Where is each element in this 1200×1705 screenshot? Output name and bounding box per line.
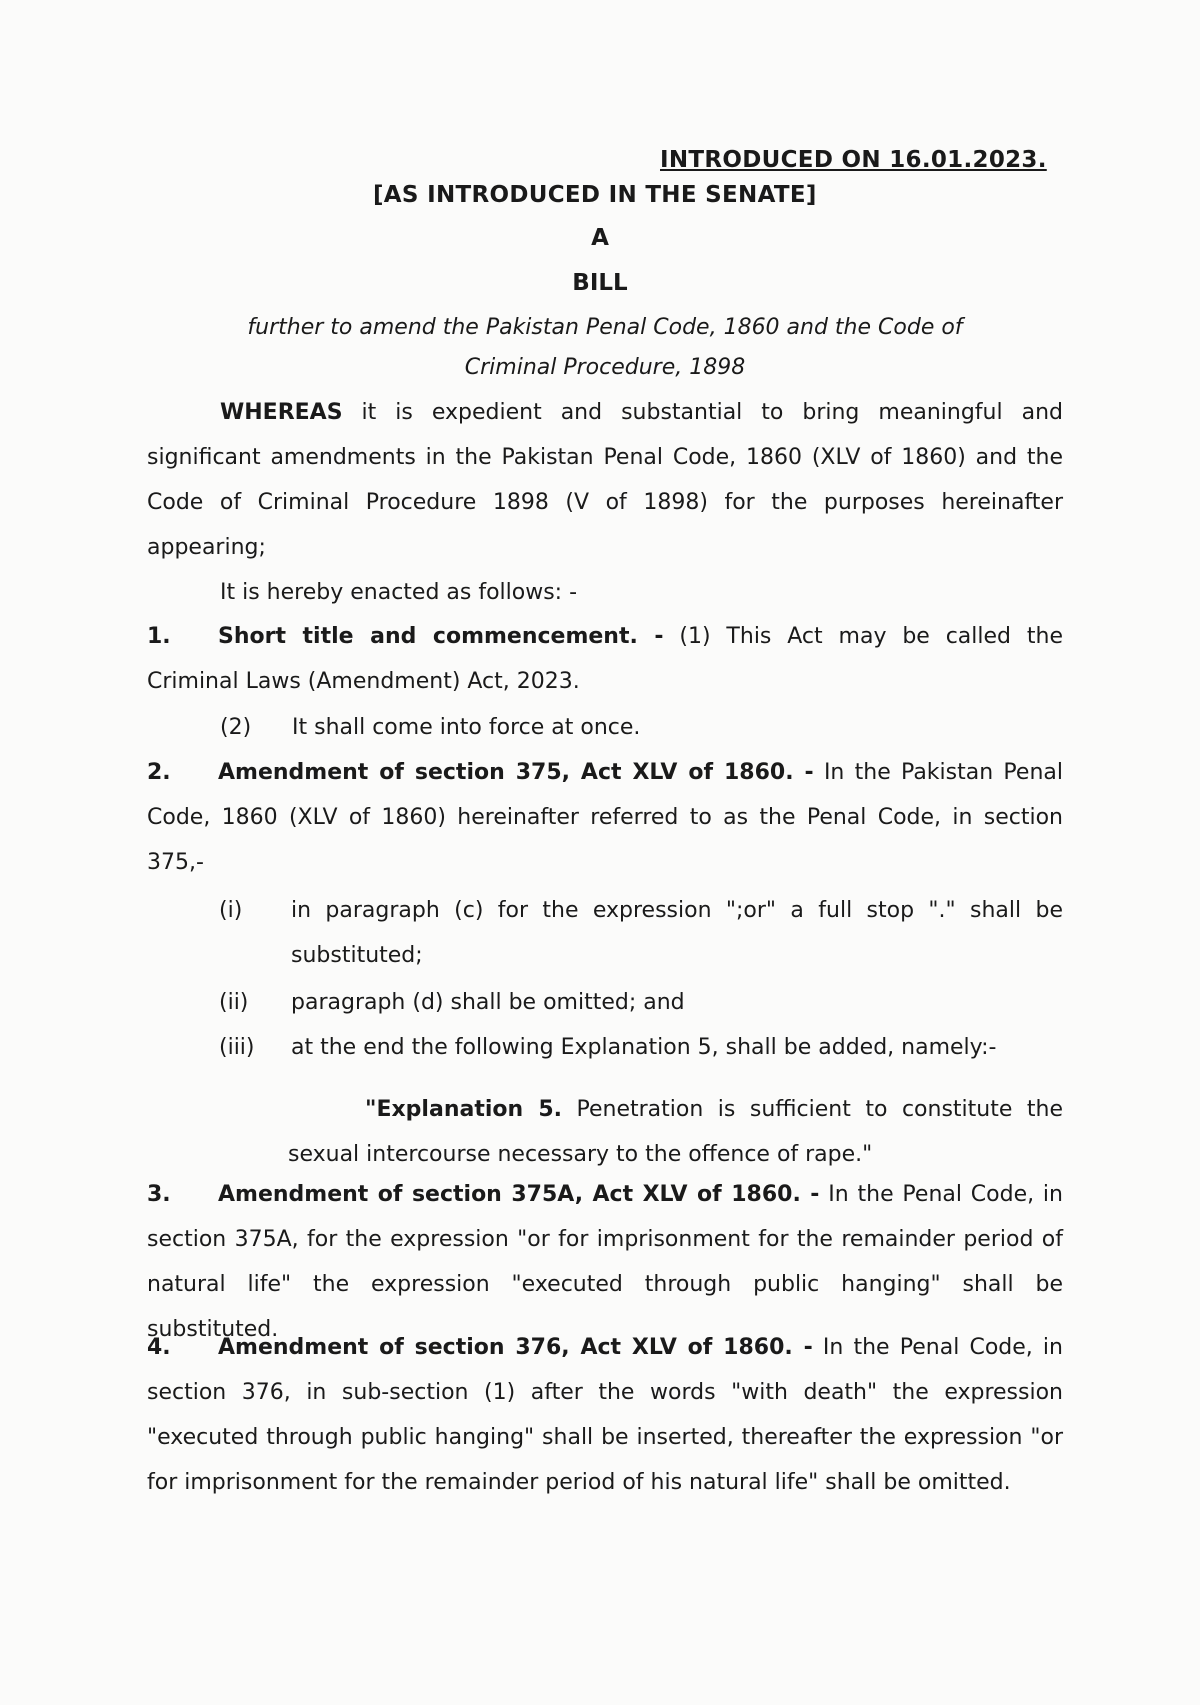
section-4 [147, 1325, 1063, 1505]
section-2-item-iii [219, 1025, 1063, 1070]
preamble-text: it is expedient and substantial to bring meaningful and significant amendments in the Pakistan Penal Code, 1860 (XLV of 1860) and the Code of Criminal Procedure 1898 (V of 1898) for the purposes hereinafter appearing; [147, 400, 1063, 560]
bill-heading: BILL [572, 270, 628, 296]
section-text: In the Penal Code, in section 375A, for the expression "or for imprisonment for the remainder period of natural life" the expression "executed through public hanging" shall be substituted. [147, 1182, 1063, 1342]
section-number: 3. [147, 1182, 171, 1207]
item-text: paragraph (d) shall be omitted; and [291, 990, 685, 1015]
section-text: (1) This Act may be called the Criminal Laws (Amendment) Act, 2023. [147, 624, 1063, 694]
section-heading: Short title and commencement. - [218, 624, 664, 649]
explanation-text: Penetration is sufficient to constitute the sexual intercourse necessary to the offence of rape." [288, 1097, 1063, 1167]
item-label: (i) [219, 898, 243, 923]
section-heading: Amendment of section 375A, Act XLV of 1860. - [218, 1182, 820, 1207]
item-text: in paragraph (c) for the expression ";or" a full stop "." shall be substituted; [291, 898, 1063, 968]
section-heading: Amendment of section 375, Act XLV of 1860. - [218, 760, 814, 785]
section-number: 2. [147, 760, 171, 785]
section-1-subsection-2 [147, 705, 1063, 750]
preamble-lead: WHEREAS [220, 400, 343, 425]
item-text: at the end the following Explanation 5, shall be added, namely:- [291, 1035, 997, 1060]
long-title [147, 308, 1063, 388]
section-heading: Amendment of section 376, Act XLV of 1860. - [218, 1335, 813, 1360]
section-2-item-ii [219, 980, 1063, 1025]
article-a: A [591, 225, 609, 251]
long-title-line-2: Criminal Procedure, 1898 [464, 355, 746, 380]
section-2-item-i [219, 888, 1063, 978]
section-2 [147, 750, 1063, 885]
section-text: In the Penal Code, in section 376, in sub-section (1) after the words "with death" the expression "executed through public hanging" shall be inserted, thereafter the expression "or for imprisonment for the remainder period of his natural life" shall be omitted. [147, 1335, 1063, 1495]
section-text: In the Pakistan Penal Code, 1860 (XLV of 1860) hereinafter referred to as the Penal Code, in section 375,- [147, 760, 1063, 875]
section-1 [147, 614, 1063, 704]
explanation-5 [288, 1087, 1063, 1177]
long-title-line-1: further to amend the Pakistan Penal Code, 1860 and the Code of [247, 315, 963, 340]
section-number: 4. [147, 1335, 171, 1360]
section-number: 1. [147, 624, 171, 649]
item-label: (ii) [219, 990, 249, 1015]
explanation-lead: "Explanation 5. [365, 1097, 562, 1122]
preamble [147, 390, 1063, 570]
enacting-clause: It is hereby enacted as follows: - [220, 580, 578, 605]
introduced-date: INTRODUCED ON 16.01.2023. [660, 147, 1047, 173]
subsection-text: It shall come into force at once. [292, 715, 641, 740]
as-introduced-note: [AS INTRODUCED IN THE SENATE] [373, 182, 817, 208]
subsection-label: (2) [220, 715, 252, 740]
item-label: (iii) [219, 1035, 255, 1060]
